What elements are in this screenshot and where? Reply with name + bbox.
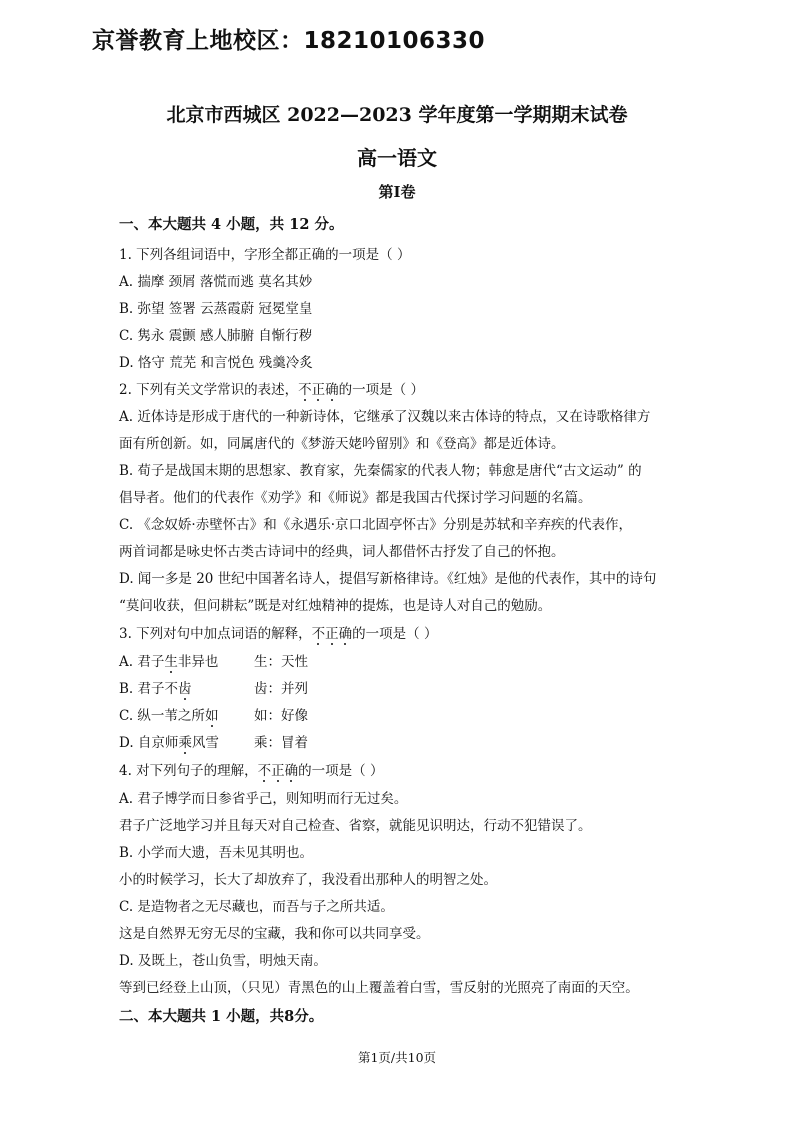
q3-d-gloss: 乘：冒着	[254, 735, 308, 751]
q4-stem-post: 的一项是（ ）	[298, 763, 384, 779]
q3-d-key: 乘	[178, 731, 192, 751]
q2-stem-post: 的一项是（ ）	[338, 382, 424, 398]
q3-b-key: 齿	[178, 677, 192, 697]
exam-subject: 高一语文	[357, 146, 437, 170]
q2-option-a-line2: 面有所创新。如，同属唐代的《梦游天姥吟留别》和《登高》都是近体诗。	[119, 436, 565, 452]
q1-option-c: C. 隽永 震颤 感人肺腑 自惭行秽	[119, 328, 313, 344]
q4-option-b-translation: 小的时候学习，长大了却放弃了，我没看出那种人的明智之处。	[119, 872, 497, 888]
q4-stem-pre: 4. 对下列句子的理解，	[119, 763, 258, 779]
q3-a-gloss: 生：天性	[254, 654, 308, 670]
q3-stem-key-1: 不	[312, 622, 326, 642]
q2-stem-key-2: 正	[312, 378, 326, 398]
section-1-heading: 一、本大题共 4 小题，共 12 分。	[119, 216, 344, 233]
q2-option-b-line2: 倡导者。他们的代表作《劝学》和《师说》都是我国古代探讨学习问题的名篇。	[119, 490, 592, 506]
q4-option-a: A. 君子博学而日参省乎己，则知明而行无过矣。	[119, 791, 408, 807]
q2-option-a-line1: A. 近体诗是形成于唐代的一种新诗体，它继承了汉魏以来古体诗的特点，又在诗歌格律方	[119, 409, 651, 425]
q3-stem-pre: 3. 下列对句中加点词语的解释，	[119, 626, 312, 642]
q1-option-a: A. 揣摩 颈屑 落慌而逃 莫名其妙	[119, 274, 313, 290]
q2-stem-key-1: 不	[298, 378, 312, 398]
q3-stem-key-3: 确	[339, 622, 353, 642]
q3-d-pre: D. 自京师	[119, 735, 179, 751]
q4-option-d: D. 及既上，苍山负雪，明烛天南。	[119, 953, 327, 969]
q3-c-gloss: 如：好像	[254, 708, 308, 724]
q3-option-d	[119, 731, 679, 751]
q4-option-d-translation: 等到已经登上山顶，（只见）青黑色的山上覆盖着白雪，雪反射的光照亮了南面的天空。	[119, 980, 639, 996]
q3-option-c	[119, 704, 679, 724]
q3-stem-post: 的一项是（ ）	[352, 626, 438, 642]
q2-stem	[119, 378, 679, 398]
exam-title: 北京市西城区 2022—2023 学年度第一学期期末试卷	[166, 104, 628, 126]
q2-option-b-line1: B. 荀子是战国末期的思想家、教育家，先秦儒家的代表人物；韩愈是唐代“古文运动” 的	[119, 463, 642, 479]
page-footer: 第1页/共10页	[357, 1050, 437, 1065]
section-2-heading: 二、本大题共 1 小题，共8分。	[119, 1008, 324, 1025]
q4-option-c-translation: 这是自然界无穷无尽的宝藏，我和你可以共同享受。	[119, 926, 430, 942]
q2-option-d-line2: “莫问收获，但问耕耘”既是对红烛精神的提炼，也是诗人对自己的勉励。	[119, 598, 552, 614]
q3-c-pre: C. 纵一苇之所	[119, 708, 205, 724]
q4-stem	[119, 759, 679, 779]
q2-stem-key-3: 确	[325, 378, 339, 398]
q4-option-c: C. 是造物者之无尽藏也，而吾与子之所共适。	[119, 899, 394, 915]
exam-volume: 第Ⅰ卷	[378, 183, 416, 201]
q3-stem-key-2: 正	[325, 622, 339, 642]
q3-b-pre: B. 君子不	[119, 681, 179, 697]
q1-option-b: B. 弥望 签署 云蒸霞蔚 冠冕堂皇	[119, 301, 313, 317]
q3-a-pre: A. 君子	[119, 654, 165, 670]
q4-option-a-translation: 君子广泛地学习并且每天对自己检查、省察，就能见识明达，行动不犯错误了。	[119, 818, 592, 834]
q4-stem-key-3: 确	[285, 759, 299, 779]
q1-stem: 1. 下列各组词语中，字形全都正确的一项是（ ）	[119, 247, 411, 263]
q3-d-post: 风雪	[191, 735, 219, 751]
q4-stem-key-1: 不	[258, 759, 272, 779]
q3-c-key: 如	[205, 704, 219, 724]
q2-option-c-line1: C. 《念奴娇·赤壁怀古》和《永遇乐·京口北固亭怀古》分别是苏轼和辛弃疾的代表作，	[119, 517, 633, 533]
q2-option-c-line2: 两首词都是咏史怀古类古诗词中的经典，词人都借怀古抒发了自己的怀抱。	[119, 544, 565, 560]
q3-b-gloss: 齿：并列	[254, 681, 308, 697]
q1-option-d: D. 恪守 荒芜 和言悦色 残羹冷炙	[119, 355, 313, 371]
q3-a-key: 生	[164, 650, 178, 670]
q3-option-b	[119, 677, 679, 697]
q3-a-post: 非异也	[177, 654, 219, 670]
header-contact: 京誉教育上地校区：18210106330	[92, 28, 486, 54]
q3-stem	[119, 622, 679, 642]
q2-option-d-line1: D. 闻一多是 20 世纪中国著名诗人，提倡写新格律诗。《红烛》是他的代表作，其中的诗句	[119, 571, 657, 587]
q4-stem-key-2: 正	[271, 759, 285, 779]
q3-option-a	[119, 650, 679, 670]
q4-option-b: B. 小学而大遗，吾未见其明也。	[119, 845, 314, 861]
q2-stem-pre: 2. 下列有关文学常识的表述，	[119, 382, 299, 398]
